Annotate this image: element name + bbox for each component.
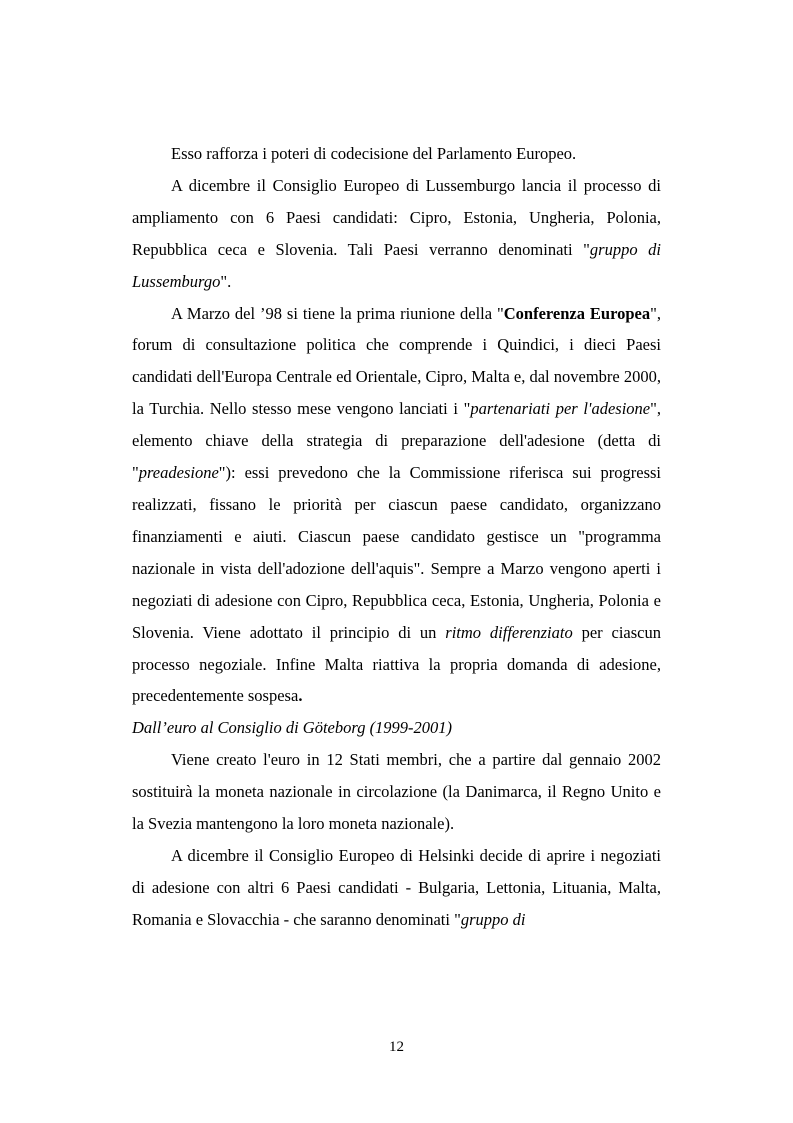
page-body: [132, 138, 661, 936]
italic-text-run: gruppo di: [460, 909, 526, 929]
italic-text-run: ritmo differenziato: [445, 622, 573, 642]
text-run: Esso rafforza i poteri di codecisione del Parlamento Europeo.: [171, 144, 577, 163]
text-run: ", elemento chiave della strategia di preparazione dell'adesione (detta di ": [132, 399, 661, 483]
paragraph-4: [132, 744, 661, 840]
text-run: "): essi prevedono che la Commissione riferisca sui progressi realizzati, fissano le priorità per ciascun paese candidato, organizzano finanziamenti e aiuti. Ciascun paese candidato gestisce un "programma nazionale in vista dell'adozione dell'aquis". Sempre a Marzo vengono aperti i negoziati di adesione con Cipro, Repubblica ceca, Estonia, Ungheria, Polonia e Slovenia. Viene adottato il principio di un: [132, 463, 661, 642]
bold-text-run: .: [298, 686, 303, 706]
paragraph-5: [132, 840, 661, 936]
text-run: ".: [220, 271, 232, 291]
page-number: 12: [389, 1039, 404, 1055]
section-heading: [132, 712, 661, 744]
paragraph-1: [132, 138, 661, 170]
paragraph-3: [132, 298, 661, 713]
text-run: A dicembre il Consiglio Europeo di Lussemburgo lancia il processo di ampliamento con 6 Paesi candidati: Cipro, Estonia, Ungheria, Polonia, Repubblica ceca e Slovenia. Tali Paesi verranno denominati ": [132, 175, 661, 259]
heading-text: Dall’euro al Consiglio di Göteborg (1999-2001): [132, 718, 453, 738]
paragraph-2: [132, 170, 661, 298]
bold-text-run: Conferenza Europea: [503, 303, 651, 323]
text-run: Viene creato l'euro in 12 Stati membri, che a partire dal gennaio 2002 sostituirà la moneta nazionale in circolazione (la Danimarca, il Regno Unito e la Svezia mantengono la loro moneta nazionale).: [132, 750, 661, 834]
text-run: per ciascun processo negoziale. Infine Malta riattiva la propria domanda di adesione, precedentemente sospesa: [132, 622, 662, 706]
italic-text-run: preadesione: [138, 463, 219, 483]
text-run: A dicembre il Consiglio Europeo di Helsinki decide di aprire i negoziati di adesione con altri 6 Paesi candidati - Bulgaria, Lettonia, Lituania, Malta, Romania e Slovacchia - che saranno denominati ": [132, 845, 661, 929]
text-run: ", forum di consultazione politica che comprende i Quindici, i dieci Paesi candidati dell'Europa Centrale ed Orientale, Cipro, Malta e, dal novembre 2000, la Turchia. Nello stesso mese vengono lanciati i ": [132, 303, 662, 419]
italic-text-run: gruppo di Lussemburgo: [132, 239, 662, 291]
text-run: A Marzo del ’98 si tiene la prima riunione della ": [171, 303, 504, 323]
italic-text-run: partenariati per l'adesione: [470, 399, 651, 419]
